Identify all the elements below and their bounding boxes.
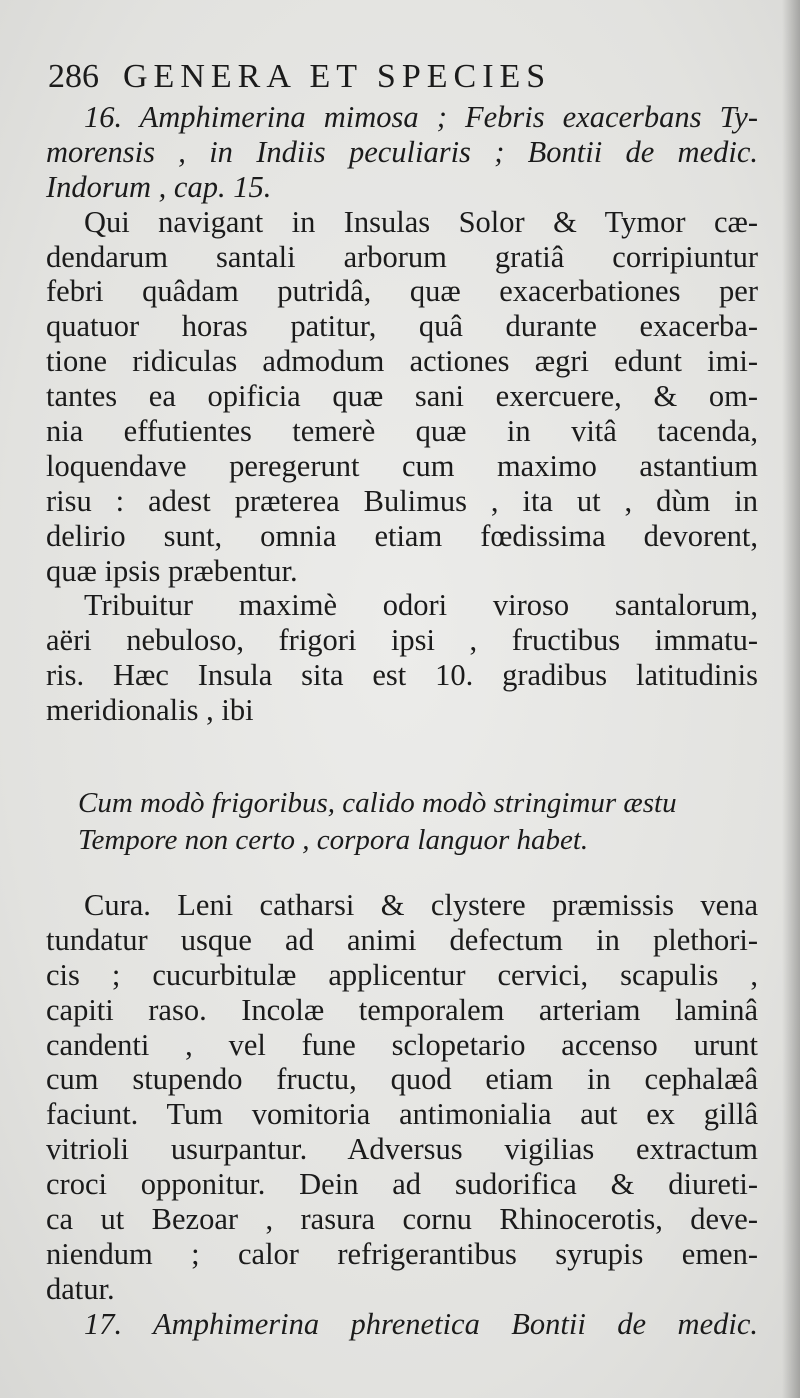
text-line: vitrioli usurpantur. Adversus vigilias extractum (46, 1132, 758, 1167)
text-line: niendum ; calor refrigerantibus syrupis emen- (46, 1236, 758, 1271)
text-line: aëri nebuloso, frigori ipsi , fructibus immatu- (46, 623, 758, 658)
text-line: datur. (46, 1271, 115, 1306)
text-line: meridionalis , ibi (46, 693, 254, 728)
text-line: risu : adest præterea Bulimus , ita ut , dùm in (46, 483, 758, 518)
text-line: Tribuitur maximè odori viroso santalorum, (84, 588, 758, 623)
text-line: cis ; cucurbitulæ applicentur cervici, scapulis , (46, 957, 758, 992)
page-edge-shadow (782, 0, 800, 1398)
text-line: tundatur usque ad animi defectum in plethori- (46, 922, 758, 957)
text-line: ris. Hæc Insula sita est 10. gradibus latitudinis (46, 658, 758, 693)
text-block-cura (46, 888, 758, 1342)
verse-line: Tempore non certo , corpora languor habet. (78, 824, 589, 856)
text-block-species-16 (46, 100, 758, 728)
verse-line: Cum modò frigoribus, calido modò stringimur æstu (78, 787, 677, 819)
text-line: Indorum , cap. 15. (46, 169, 272, 204)
text-line: ca ut Bezoar , rasura cornu Rhinocerotis, deve- (46, 1202, 758, 1237)
verse-quotation (78, 785, 758, 859)
text-line: tione ridiculas admodum actiones ægri edunt imi- (46, 344, 758, 379)
text-line: capiti raso. Incolæ temporalem arteriam laminâ (46, 992, 758, 1027)
text-line: croci opponitur. Dein ad sudorifica & diureti- (46, 1167, 758, 1202)
running-header (48, 58, 748, 102)
text-line: faciunt. Tum vomitoria antimonialia aut ex gillâ (46, 1097, 758, 1132)
text-line: nia effutientes temerè quæ in vitâ tacenda, (46, 414, 758, 449)
text-line: cum stupendo fructu, quod etiam in cephalæâ (46, 1062, 758, 1097)
text-line: loquendave peregerunt cum maximo astantium (46, 448, 758, 483)
text-line: dendarum santali arborum gratiâ corripiuntur (46, 239, 758, 274)
text-line: Cura. Leni catharsi & clystere præmissis vena (84, 888, 758, 922)
running-title: GENERA ET SPECIES (123, 58, 552, 95)
text-line: quæ ipsis præbentur. (46, 553, 298, 588)
text-line: tantes ea opificia quæ sani exercuere, & om- (46, 379, 758, 414)
text-line: delirio sunt, omnia etiam fœdissima devorent, (46, 518, 758, 553)
text-line: morensis , in Indiis peculiaris ; Bontii de medic. (46, 134, 758, 169)
text-line: 16. Amphimerina mimosa ; Febris exacerbans Ty- (84, 100, 758, 134)
page-number: 286 (48, 58, 99, 95)
text-line: quatuor horas patitur, quâ durante exacerba- (46, 309, 758, 344)
text-line: candenti , vel fune sclopetario accenso urunt (46, 1027, 758, 1062)
text-line: 17. Amphimerina phrenetica Bontii de medic. (84, 1306, 758, 1341)
text-line: febri quâdam putridâ, quæ exacerbationes per (46, 274, 758, 309)
text-line: Qui navigant in Insulas Solor & Tymor cæ- (84, 204, 758, 239)
